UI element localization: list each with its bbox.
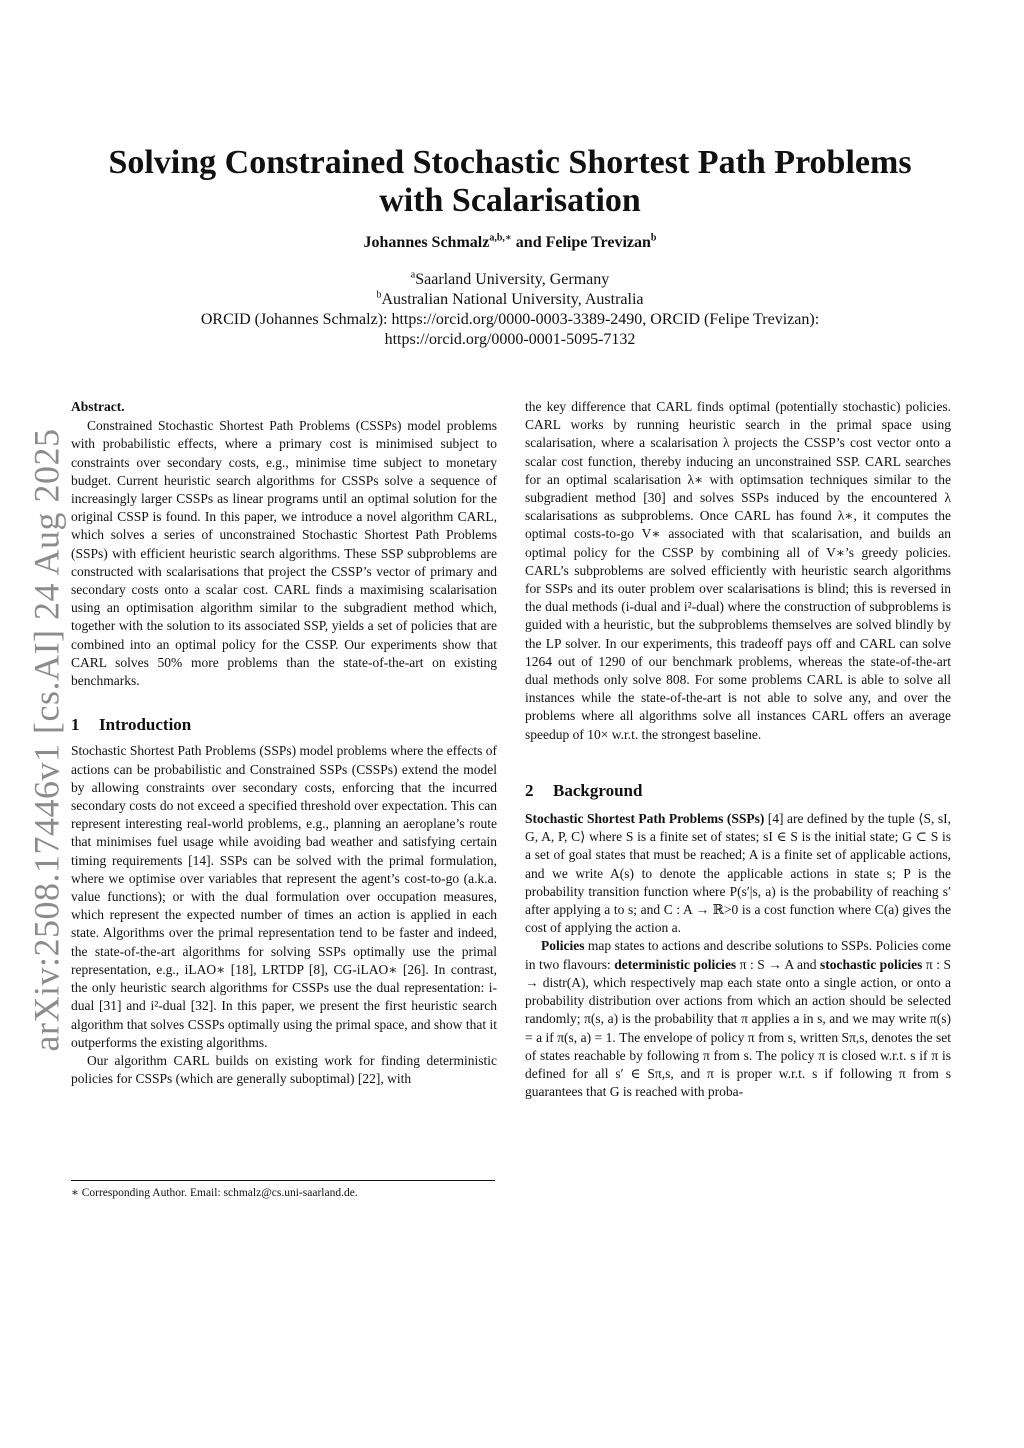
- section-title: Background: [553, 780, 643, 800]
- section-heading-introduction: [71, 716, 497, 734]
- stochastic-policies-term: stochastic policies: [819, 956, 923, 972]
- section-heading-background: [525, 782, 951, 800]
- affiliations: [60, 270, 960, 350]
- orcid-line-2: https://orcid.org/0000-0001-5095-7132: [384, 331, 636, 348]
- right-column: [525, 398, 951, 1101]
- deterministic-policies-term: deterministic policies: [614, 956, 737, 972]
- arxiv-identifier: arXiv:2508.17446v1 [cs.AI] 24 Aug 2025: [26, 428, 66, 1052]
- abstract-heading: Abstract.: [71, 399, 125, 414]
- arxiv-side-stamp: [26, 430, 66, 1050]
- policies-term: Policies: [541, 938, 585, 954]
- footnote: ∗ Corresponding Author. Email: schmalz@cs.uni-saarland.de.: [71, 1187, 358, 1199]
- author-2-marks: b: [650, 232, 657, 244]
- orcid-line-1: ORCID (Johannes Schmalz): https://orcid.org/0000-0003-3389-2490, ORCID (Felipe Trevizan):: [200, 311, 820, 328]
- right-paragraph-1: the key difference that CARL finds optimal (potentially stochastic) policies. CARL works by running heuristic search in the primal space using scalarisation, where a scalarisation λ projects the CSSP’s cost vector onto a scalar cost function, thereby inducing an unconstrained SSP. CARL searches for an optimal scalarisation λ∗ with optimsation techniques similar to the subgradient method [30] and solves SSPs induced by the encountered λ scalarisations as subproblems. Once CARL has found λ∗, it computes the optimal costs-to-go V∗ associated with that scalarisation, and builds an optimal policy for the CSSP by combining all of V∗’s greedy policies. CARL’s subproblems are solved efficiently with heuristic search algorithms for SSPs and its outer problem over scalarisations is blind; this is reversed in the dual methods (i-dual and i²-dual) where the construction of subproblems is guided with a heuristic, but the subproblems themselves are solved blindly by the LP solver. In our experiments, this tradeoff pays off and CARL can solve 1264 out of 1290 of our benchmark problems, whereas the state-of-the-art dual methods only solve 808. For some problems CARL is able to solve all instances while the state-of-the-art is not able to solve any, and over the problems where all algorithms solve all instances CARL offers an average speedup of 10× w.r.t. the strongest baseline.: [525, 399, 951, 742]
- section-title: Introduction: [99, 715, 192, 735]
- title-line-2: with Scalarisation: [379, 182, 641, 219]
- paper-title: [60, 144, 960, 220]
- policies-paragraph: Policies map states to actions and describe solutions to SSPs. Policies come in two flavours: deterministic policies π : S → A and stochastic policies π : S → distr(A), which respectively map each state onto a single action, or onto a probability distribution over actions from which an action should be selected randomly; π(s, a) is the probability that π applies a in s, and we may write π(s) = a if π(s, a) = 1. The envelope of policy π from s, written Sπ,s, denotes the set of states reachable by following π from s. The policy π is closed w.r.t. s if π is defined for all s′ ∈ Sπ,s, and π is proper w.r.t. s if following π from s guarantees that G is reached with proba-: [525, 938, 951, 1100]
- footnote-divider: [71, 1180, 495, 1181]
- intro-paragraph-2: Our algorithm CARL builds on existing work for finding deterministic policies for CSSPs (which are generally suboptimal) [22], with: [71, 1052, 497, 1087]
- affiliation-b: $^b$Australian National University, Australia: [376, 289, 644, 308]
- title-block: [60, 144, 960, 350]
- ssp-term: Stochastic Shortest Path Problems (SSPs): [525, 811, 765, 827]
- ssp-definition-paragraph: [525, 810, 951, 937]
- author-list: [60, 232, 960, 254]
- author-conjunction: and: [515, 234, 542, 251]
- ssp-definition: [4] are defined by the tuple ⟨S, sI, G, A, P, C⟩ where S is a finite set of states; sI ∈ S is the initial state; G ⊂ S is a set of goal states that must be reached; A is a finite set of applicable actions, and we write A(s) to denote the applicable actions in state s; P is the probability transition function where P(s′|s, a) is the probability of reaching s′ after applying a to s; and C : A → ℝ>0 is a cost function where C(a) gives the cost of applying the action a.: [525, 811, 951, 936]
- title-line-1: Solving Constrained Stochastic Shortest Path Problems: [108, 144, 912, 181]
- author-2: Felipe Trevizan: [545, 234, 651, 251]
- author-1-marks: a,b,∗: [489, 232, 512, 244]
- left-column: [71, 398, 497, 1088]
- section-number: 1: [71, 715, 80, 735]
- section-number: 2: [525, 780, 534, 800]
- author-1: Johannes Schmalz: [363, 234, 490, 251]
- intro-paragraph-1: Stochastic Shortest Path Problems (SSPs) model problems where the effects of actions can be probabilistic and Constrained SSPs (CSSPs) extend the model by allowing constraints over secondary costs, enforcing that the incurred secondary costs do not exceed a specified threshold over expectation. This can represent interesting real-world problems, e.g., planning an aeroplane’s route that minimises fuel usage while avoiding bad weather and satisfying certain timing requirements [14]. SSPs can be solved with the primal formulation, where we optimise over variables that represent the agent’s cost-to-go (a.k.a. value functions); or with the dual formulation over occupation measures, which represent the expected number of times an action is applied in each state. Algorithms over the primal representation tend to be faster and indeed, the state-of-the-art algorithms for solving SSPs optimally use the primal representation, e.g., iLAO∗ [18], LRTDP [8], CG-iLAO∗ [26]. In contrast, the only heuristic search algorithms for CSSPs use the dual representation: i-dual [31] and i²-dual [32]. In this paper, we present the first heuristic search algorithm that solves CSSPs optimally using the primal space, and show that it outperforms the existing algorithms.: [71, 743, 497, 1050]
- affiliation-a: $^a$Saarland University, Germany: [410, 269, 610, 288]
- abstract-text: Constrained Stochastic Shortest Path Problems (CSSPs) model problems with probabilistic effects, where a primary cost is minimised subject to constraints over secondary costs, e.g., minimise time subject to monetary budget. Current heuristic search algorithms for CSSPs solve a sequence of increasingly larger CSSPs as linear programs until an optimal solution for the original CSSP is found. In this paper, we introduce a novel algorithm CARL, which solves a series of unconstrained Stochastic Shortest Path Problems (SSPs) with efficient heuristic search algorithms. These SSP subproblems are constructed with scalarisations that project the CSSP’s vector of primary and secondary costs onto a scalar cost. CARL finds a maximising scalarisation using an optimisation algorithm similar to the subgradient method which, together with the solution to its associated SSP, yields a set of policies that are combined into an optimal policy for the CSSP. Our experiments show that CARL solves 50% more problems than the state-of-the-art on existing benchmarks.: [71, 418, 497, 689]
